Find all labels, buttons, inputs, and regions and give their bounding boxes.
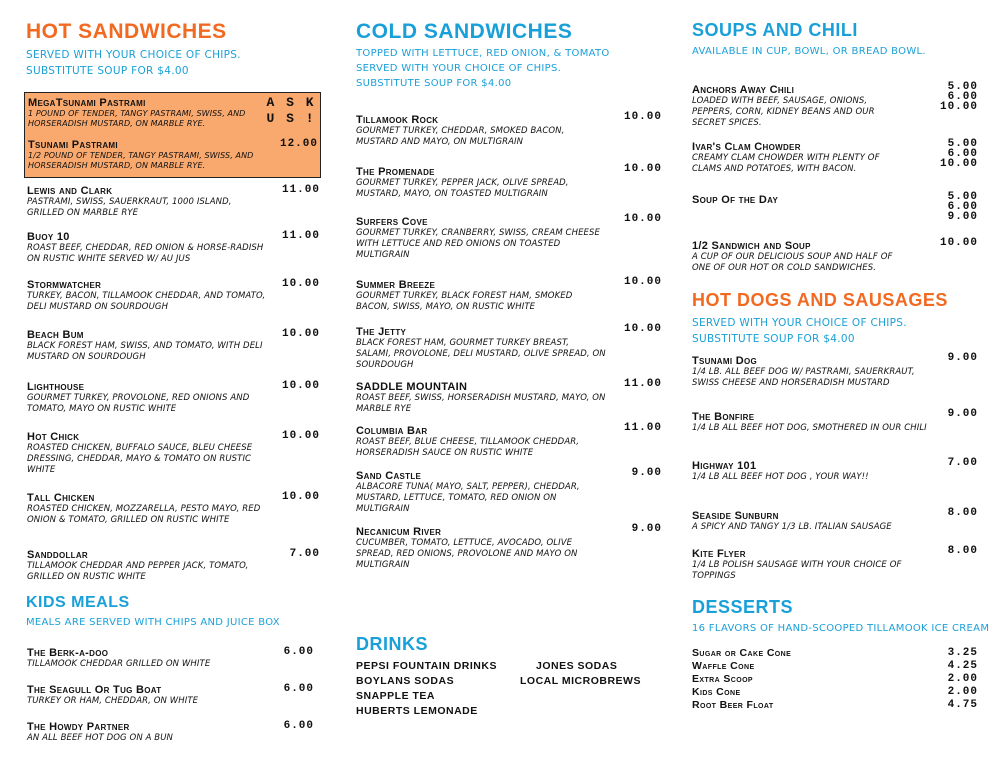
item-price: 6.00 — [283, 720, 314, 732]
hotdogs-sub-2: SUBSTITUTE SOUP FOR $4.00 — [692, 333, 855, 345]
hotdogs-title: HOT DOGS AND SAUSAGES — [692, 290, 948, 310]
item-desc: 1/2 POUND OF TENDER, TANGY PASTRAMI, SWISS, AND HORSERADISH MUSTARD, ON MARBLE RYE. — [28, 151, 254, 170]
item-price: 7.00 — [947, 457, 978, 469]
menu-item — [692, 355, 932, 389]
dessert-item: Extra Scoop — [692, 673, 753, 685]
item-name: Sand Castle — [356, 470, 422, 482]
dessert-item: Waffle Cone — [692, 660, 755, 672]
item-name: Necanicum River — [356, 526, 442, 538]
item-name: The Bonfire — [692, 411, 755, 423]
menu-item — [27, 231, 267, 265]
item-desc: GOURMET TURKEY, PROVOLONE, RED ONIONS AND TOMATO, MAYO ON RUSTIC WHITE — [27, 393, 250, 414]
menu-item — [27, 279, 267, 313]
dessert-item: Root Beer Float — [692, 699, 774, 711]
kids-meals-title: KIDS MEALS — [26, 594, 130, 611]
item-desc: CUCUMBER, TOMATO, LETTUCE, AVOCADO, OLIVE SPREAD, RED ONIONS, PROVOLONE AND MAYO ON MULTIGRAIN — [356, 538, 578, 570]
ask-us-2: U S ! — [266, 111, 316, 126]
dessert-item: Kids Cone — [692, 686, 741, 698]
menu-item — [27, 185, 267, 219]
item-price: 11.00 — [623, 378, 662, 390]
drink-2: BOYLANS SODAS — [356, 675, 455, 687]
desserts-sub: 16 FLAVORS OF HAND-SCOOPED TILLAMOOK ICE CREAM — [692, 623, 990, 634]
item-price: 7.00 — [289, 548, 320, 560]
item-price: 9.00 — [947, 211, 978, 223]
drink-5: JONES SODAS — [536, 660, 618, 672]
item-price: 8.00 — [947, 507, 978, 519]
item-desc: AN ALL BEEF HOT DOG ON A BUN — [27, 733, 174, 743]
hotdogs-sub-1: SERVED WITH YOUR CHOICE OF CHIPS. — [692, 317, 907, 329]
kids-sub: MEALS ARE SERVED WITH CHIPS AND JUICE BOX — [26, 617, 280, 628]
item-price: 11.00 — [623, 422, 662, 434]
item-desc: ROASTED CHICKEN, MOZZARELLA, PESTO MAYO, RED ONION & TOMATO, GRILLED ON RUSTIC WHITE — [27, 504, 261, 525]
item-price: 3.25 — [947, 647, 978, 659]
item-name: SADDLE MOUNTAIN — [356, 381, 468, 393]
item-name: Ivar's Clam Chowder — [692, 141, 801, 153]
item-desc: TILLAMOOK CHEDDAR GRILLED ON WHITE — [27, 659, 211, 669]
item-name: Anchors Away Chili — [692, 84, 795, 96]
item-price: 10.00 — [281, 278, 320, 290]
item-price: 10.00 — [623, 213, 662, 225]
item-price: 9.00 — [947, 352, 978, 364]
menu-item — [356, 114, 606, 148]
item-name: Summer Breeze — [356, 279, 436, 291]
item-price: 9.00 — [631, 523, 662, 535]
menu-item-megatsunami — [28, 97, 263, 129]
item-name: Soup Of the Day — [692, 194, 779, 206]
item-desc: CREAMY CLAM CHOWDER WITH PLENTY OF CLAMS AND POTATOES, WITH BACON. — [692, 153, 880, 174]
item-name: Sanddollar — [27, 549, 88, 561]
item-desc: ROASTED CHICKEN, BUFFALO SAUCE, BLEU CHEESE DRESSING, CHEDDAR, MAYO & TOMATO ON RUSTIC WHITE — [27, 443, 253, 475]
item-price: 10.00 — [623, 111, 662, 123]
cold-sandwiches-title: COLD SANDWICHES — [356, 20, 573, 43]
item-price: 5.00 — [947, 81, 978, 93]
item-name: Kite Flyer — [692, 548, 746, 560]
menu-item — [27, 329, 267, 363]
item-name: Tillamook Rock — [356, 114, 439, 126]
item-price: 10.00 — [939, 158, 978, 170]
menu-item — [27, 492, 267, 526]
menu-item — [27, 381, 267, 415]
item-name: Hot Chick — [27, 431, 80, 443]
menu-item — [692, 411, 932, 434]
item-desc: 1/4 LB. ALL BEEF DOG W/ PASTRAMI, SAUERKRAUT, SWISS CHEESE AND HORSERADISH MUSTARD — [692, 367, 915, 388]
item-desc: BLACK FOREST HAM, SWISS, AND TOMATO, WITH DELI MUSTARD ON SOURDOUGH — [27, 341, 263, 362]
item-name: The Jetty — [356, 326, 407, 338]
item-name: Tsunami Dog — [692, 355, 758, 367]
item-price: 6.00 — [947, 148, 978, 160]
item-name: Surfers Cove — [356, 216, 428, 228]
menu-item-tsunami-pastrami — [28, 139, 268, 171]
item-desc: ALBACORE TUNA( MAYO, SALT, PEPPER), CHEDDAR, MUSTARD, LETTUCE, TOMATO, RED ONION ON MULTIGRAIN — [356, 482, 580, 514]
item-price: 5.00 — [947, 191, 978, 203]
menu-item — [356, 470, 606, 515]
item-name: The Seagull Or Tug Boat — [27, 684, 162, 696]
drink-6: LOCAL MICROBREWS — [520, 675, 641, 687]
menu-item — [356, 381, 606, 415]
item-desc: PASTRAMI, SWISS, SAUERKRAUT, 1000 ISLAND, GRILLED ON MARBLE RYE — [27, 197, 232, 218]
kids-menu-item — [27, 721, 267, 744]
item-price: 6.00 — [283, 646, 314, 658]
kids-menu-item — [27, 684, 267, 707]
item-price: 11.00 — [281, 230, 320, 242]
cold-sub-2: SERVED WITH YOUR CHOICE OF CHIPS. — [356, 63, 562, 74]
item-price: 6.00 — [947, 91, 978, 103]
item-name: Tsunami Pastrami — [28, 139, 118, 151]
item-price: 10.00 — [281, 430, 320, 442]
item-price: 10.00 — [939, 101, 978, 113]
item-price: 6.00 — [947, 201, 978, 213]
item-price: 10.00 — [939, 237, 978, 249]
item-name: MegaTsunami Pastrami — [28, 97, 146, 109]
soups-sub: AVAILABLE IN CUP, BOWL, OR BREAD BOWL. — [692, 46, 926, 57]
item-price: 5.00 — [947, 138, 978, 150]
item-desc: 1/4 LB ALL BEEF HOT DOG, SMOTHERED IN OUR CHILI — [692, 423, 927, 433]
item-price: 10.00 — [623, 276, 662, 288]
hot-sub-1: SERVED WITH YOUR CHOICE OF CHIPS. — [26, 49, 241, 61]
drinks-title: DRINKS — [356, 634, 429, 654]
soups-title: SOUPS AND CHILI — [692, 20, 858, 40]
item-price: 8.00 — [947, 545, 978, 557]
menu-item — [27, 549, 267, 583]
menu-item — [692, 460, 932, 483]
menu-item — [27, 431, 267, 476]
soup-item — [692, 194, 907, 206]
item-desc: BLACK FOREST HAM, GOURMET TURKEY BREAST, SALAMI, PROVOLONE, DELI MUSTARD, OLIVE SPREAD, ON SOURDOUGH — [356, 338, 606, 370]
cold-sub-3: SUBSTITUTE SOUP FOR $4.00 — [356, 78, 512, 89]
item-desc: ROAST BEEF, BLUE CHEESE, TILLAMOOK CHEDDAR, HORSERADISH SAUCE ON RUSTIC WHITE — [356, 437, 580, 458]
menu-item — [692, 548, 932, 582]
item-name: Stormwatcher — [27, 279, 102, 291]
menu-item — [692, 510, 932, 533]
soup-item — [692, 84, 907, 129]
item-price: 12.00 — [279, 138, 318, 150]
drink-1: PEPSI FOUNTAIN DRINKS — [356, 660, 497, 672]
soup-item — [692, 240, 907, 274]
item-price: 10.00 — [281, 328, 320, 340]
item-name: 1/2 Sandwich and Soup — [692, 240, 811, 252]
item-name: Buoy 10 — [27, 231, 70, 243]
item-price: 2.00 — [947, 686, 978, 698]
drink-4: HUBERTS LEMONADE — [356, 705, 478, 717]
item-desc: TILLAMOOK CHEDDAR AND PEPPER JACK, TOMATO, GRILLED ON RUSTIC WHITE — [27, 561, 249, 582]
item-desc: LOADED WITH BEEF, SAUSAGE, ONIONS, PEPPERS, CORN, KIDNEY BEANS AND OUR SECRET SPICES. — [692, 96, 875, 128]
item-desc: 1/4 LB ALL BEEF HOT DOG , YOUR WAY!! — [692, 472, 869, 482]
item-name: The Berk-a-doo — [27, 647, 109, 659]
soup-item — [692, 141, 907, 175]
item-desc: A CUP OF OUR DELICIOUS SOUP AND HALF OF ONE OF OUR HOT OR COLD SANDWICHES. — [692, 252, 893, 273]
item-desc: GOURMET TURKEY, CHEDDAR, SMOKED BACON, MUSTARD AND MAYO, ON MULTIGRAIN — [356, 126, 565, 147]
item-price: 4.25 — [947, 660, 978, 672]
item-desc: GOURMET TURKEY, BLACK FOREST HAM, SMOKED BACON, SWISS, MAYO, ON RUSTIC WHITE — [356, 291, 573, 312]
hot-sub-2: SUBSTITUTE SOUP FOR $4.00 — [26, 65, 189, 77]
desserts-title: DESSERTS — [692, 597, 794, 617]
item-name: Lighthouse — [27, 381, 85, 393]
menu-item — [356, 216, 606, 261]
menu-item — [356, 425, 606, 459]
menu-item — [356, 279, 606, 313]
item-desc: ROAST BEEF, SWISS, HORSERADISH MUSTARD, MAYO, ON MARBLE RYE — [356, 393, 606, 414]
drink-3: SNAPPLE TEA — [356, 690, 436, 702]
item-desc: TURKEY, BACON, TILLAMOOK CHEDDAR, AND TOMATO, DELI MUSTARD ON SOURDOUGH — [27, 291, 266, 312]
kids-menu-item — [27, 647, 267, 670]
item-desc: 1 POUND OF TENDER, TANGY PASTRAMI, SWISS, AND HORSERADISH MUSTARD, ON MARBLE RYE. — [28, 109, 246, 128]
item-name: Columbia Bar — [356, 425, 428, 437]
menu-item — [356, 166, 606, 200]
item-desc: 1/4 LB POLISH SAUSAGE WITH YOUR CHOICE OF TOPPINGS — [692, 560, 902, 581]
item-price: 6.00 — [283, 683, 314, 695]
item-name: Beach Bum — [27, 329, 84, 341]
menu-item — [356, 326, 606, 371]
cold-sub-1: TOPPED WITH LETTUCE, RED ONION, & TOMATO — [356, 48, 610, 59]
menu-item — [356, 526, 606, 571]
item-name: Lewis and Clark — [27, 185, 113, 197]
item-price: 10.00 — [281, 491, 320, 503]
item-price: 10.00 — [281, 380, 320, 392]
item-price: 2.00 — [947, 673, 978, 685]
item-price: 10.00 — [623, 163, 662, 175]
hot-sandwiches-title: HOT SANDWICHES — [26, 20, 227, 43]
item-desc: ROAST BEEF, CHEDDAR, RED ONION & HORSE-RADISH ON RUSTIC WHITE SERVED W/ AU JUS — [27, 243, 264, 264]
item-name: Tall Chicken — [27, 492, 95, 504]
ask-us-1: A S K — [266, 95, 316, 110]
item-name: The Howdy Partner — [27, 721, 130, 733]
item-name: Seaside Sunburn — [692, 510, 779, 522]
item-name: The Promenade — [356, 166, 435, 178]
item-desc: TURKEY OR HAM, CHEDDAR, ON WHITE — [27, 696, 199, 706]
item-price: 9.00 — [631, 467, 662, 479]
item-desc: GOURMET TURKEY, PEPPER JACK, OLIVE SPREAD, MUSTARD, MAYO, ON TOASTED MULTIGRAIN — [356, 178, 569, 199]
item-desc: GOURMET TURKEY, CRANBERRY, SWISS, CREAM CHEESE WITH LETTUCE AND RED ONIONS ON TOASTED MULTIGRAIN — [356, 228, 600, 260]
item-price: 10.00 — [623, 323, 662, 335]
item-price: 11.00 — [281, 184, 320, 196]
item-desc: A SPICY AND TANGY 1/3 LB. ITALIAN SAUSAGE — [692, 522, 892, 532]
item-name: Highway 101 — [692, 460, 757, 472]
item-price: 4.75 — [947, 699, 978, 711]
dessert-item: Sugar or Cake Cone — [692, 647, 792, 659]
item-price: 9.00 — [947, 408, 978, 420]
